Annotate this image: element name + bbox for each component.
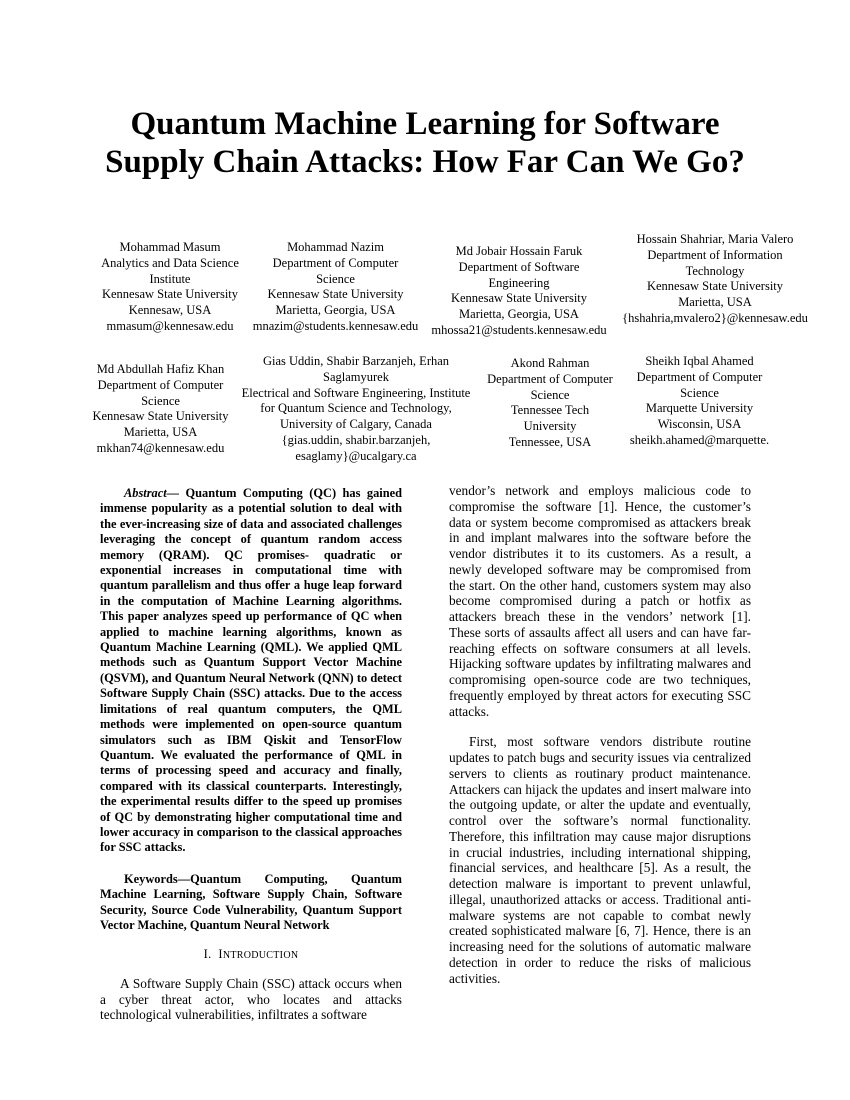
author-name: Md Abdullah Hafiz Khan — [96, 362, 225, 376]
author-location: Marietta, USA — [678, 295, 752, 310]
author-affiliation: Department of Computer — [636, 369, 763, 384]
abstract-text: Quantum Computing (QC) has gained immense popularity as a potential solution to deal with the ever-increasing size of data and associated challenges leveraging the concept of quantum random access memory (QRAM). QC promises- quadratic or exponential increases in computational time with quantum parallelism and thus offer a huge leap forward in the computation of Machine Learning algorithms. This paper analyzes speed up performance of QC when applied to machine learning algorithms, known as Quantum Machine Learning (QML). We applied QML methods such as Quantum Support Vector Machine (QSVM), and Quantum Neural Network (QNN) to detect Software Supply Chain (SSC) attacks. Due to the access limitations of real quantum computers, the QML methods were implemented on open-source quantum simulators such as IBM Qiskit and TensorFlow Quantum. We evaluated the performance of QML in terms of processing speed and accuracy and finally, compared with its classical counterparts. Interestingly, the experimental results differ to the speed up promises of QC by demonstrating higher computational time and lower accuracy in comparison to the classical approaches for SSC attacks. — [100, 486, 402, 855]
author-block — [100, 240, 240, 335]
author-affiliation: Kennesaw State University — [267, 287, 404, 302]
abstract — [100, 486, 402, 856]
author-affiliation: Science — [530, 387, 570, 402]
author-block — [615, 232, 815, 327]
author-email: mkhan74@kennesaw.edu — [96, 440, 225, 455]
author-email: mmasum@kennesaw.edu — [106, 318, 234, 333]
author-location: Marietta, Georgia, USA — [275, 303, 396, 318]
author-name: Gias Uddin, Shabir Barzanjeh, Erhan Saglamyurek — [262, 354, 450, 384]
author-affiliation: Kennesaw State University — [450, 291, 588, 306]
intro-paragraph-1-continued: vendor’s network and employs malicious code to compromise the software [1]. Hence, the customer’s data or system become compromised as attackers break in and implant malwares into the software before the vendor distributes it to its customers. As a result, a newly developed software may be compromised from the start. On the other hand, customers system may also become compromised during a patch or hotfix as attackers breach these in the vendors’ network [1]. These sorts of assaults affect all users and can have far-reaching effects on software consumers at all levels. Hijacking software updates by infiltrating malwares and compromising open-source code are two techniques, frequently employed by threat actors for executing SSC attacks. — [449, 483, 751, 719]
section-number: I. — [203, 947, 212, 962]
author-location: Kennesaw, USA — [128, 303, 212, 318]
author-email: {gias.uddin, shabir.barzanjeh, esaglamy}@ucalgary.ca — [281, 432, 431, 463]
author-affiliation: Department of Software — [458, 259, 580, 274]
author-affiliation: Science — [141, 393, 180, 408]
author-affiliation: Science — [316, 271, 355, 286]
abstract-label: Abstract— — [124, 486, 180, 500]
author-location: Tennessee, USA — [508, 434, 592, 449]
keywords: Keywords—Quantum Computing, Quantum Machine Learning, Software Supply Chain, Software Security, Source Code Vulnerability, Quantum Support Vector Machine, Quantum Neural Network — [100, 871, 402, 932]
author-name: Md Jobair Hossain Faruk — [455, 244, 583, 258]
author-email: {hshahria,mvalero2}@kennesaw.edu — [622, 310, 808, 325]
author-block — [480, 356, 620, 451]
author-affiliation: Tennessee Tech — [510, 403, 590, 418]
author-affiliation: Kennesaw State University — [101, 287, 239, 302]
author-name: Mohammad Nazim — [287, 240, 384, 254]
author-affiliation: Engineering — [488, 275, 550, 290]
author-affiliation: Kennesaw State University — [92, 409, 229, 424]
author-affiliation: Department of Computer — [97, 377, 224, 392]
left-column — [100, 486, 402, 1023]
author-location: Wisconsin, USA — [657, 417, 742, 432]
intro-paragraph-1-start: A Software Supply Chain (SSC) attack occurs when a cyber threat actor, who locates and attacks technological vulnerabilities, infiltrates a software — [100, 975, 402, 1023]
author-email: mhossa21@students.kennesaw.edu — [431, 322, 607, 337]
author-affiliation: Analytics and Data Science — [101, 255, 239, 270]
author-affiliation: Marquette University — [645, 401, 754, 416]
section-title-rest: NTRODUCTION — [222, 950, 299, 962]
intro-paragraph-2: First, most software vendors distribute routine updates to patch bugs and security issues via centralized servers to clients as routinary product maintenance. Attackers can hijack the updates and insert malware into the outgoing update, or alter the update and eventually, control over the software’s normal functionality. Therefore, this infiltration may cause major disruptions in crucial industries, including international shipping, financial services, and healthcare [5]. As a result, the detection malware is important to prevent unlawful, illegal, unauthorized attacks or access. Traditional anti-malware systems are not capable to combat newly created sophisticated malware [6, 7]. Hence, there is an increasing need for the solutions of automatic malware detection in order to reduce the risks of malicious activities. — [449, 734, 751, 986]
author-affiliation: Institute — [149, 271, 191, 286]
author-affiliation: Department of Computer — [487, 371, 613, 386]
author-affiliation: Department of Information — [647, 247, 783, 262]
author-block — [88, 362, 233, 457]
author-name: Sheikh Iqbal Ahamed — [645, 354, 754, 368]
right-column — [449, 483, 751, 986]
author-block — [248, 240, 423, 335]
author-location: Marietta, Georgia, USA — [459, 307, 579, 322]
author-affiliation: Kennesaw State University — [646, 279, 784, 294]
author-name: Akond Rahman — [510, 356, 590, 370]
author-location: Marietta, USA — [123, 425, 198, 440]
author-name: Mohammad Masum — [119, 240, 221, 254]
author-affiliation: Department of Computer — [272, 255, 399, 270]
author-block — [627, 354, 772, 449]
author-email: sheikh.ahamed@marquette. — [629, 432, 770, 447]
author-name: Hossain Shahriar, Maria Valero — [636, 232, 794, 246]
paper-title: Quantum Machine Learning for Software Supply Chain Attacks: How Far Can We Go? — [105, 106, 745, 180]
author-block — [240, 354, 472, 465]
author-affiliation: University — [523, 419, 577, 434]
section-heading — [100, 947, 402, 964]
section-title-initial: I — [218, 947, 223, 962]
author-affiliation: Science — [680, 385, 719, 400]
author-affiliation: Electrical and Software Engineering, Institute for Quantum Science and Technology, — [241, 385, 471, 416]
author-affiliation: Technology — [685, 263, 745, 278]
author-affiliation: University of Calgary, Canada — [280, 417, 432, 432]
author-block — [428, 244, 610, 339]
author-email: mnazim@students.kennesaw.edu — [252, 318, 419, 333]
